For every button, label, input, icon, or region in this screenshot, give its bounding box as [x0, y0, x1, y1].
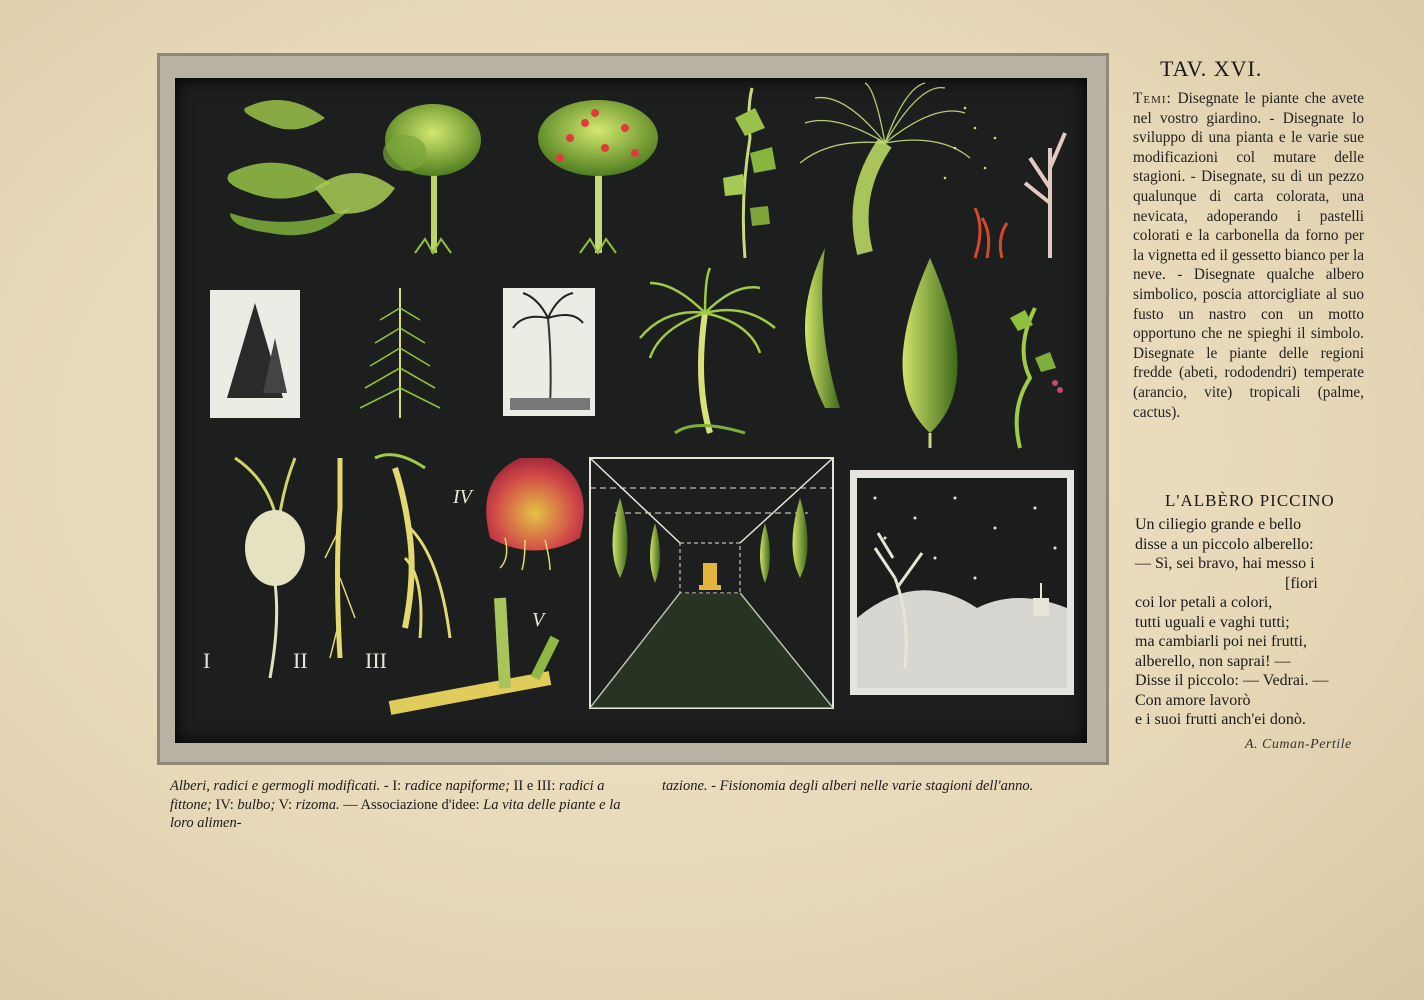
root-label-1: I — [203, 648, 211, 673]
tree-drawing — [383, 104, 481, 253]
bulb-label-4: IV — [453, 486, 472, 508]
poem-line: — Sì, sei bravo, hai messo i — [1135, 555, 1315, 572]
cypress-drawing — [805, 248, 958, 448]
chalkboard-drawing — [175, 78, 1087, 743]
themes-lead: Temi: — [1133, 90, 1172, 107]
poem-author: A. Cuman-Pertile — [1245, 737, 1352, 752]
fruit-tree-drawing — [538, 100, 658, 253]
caption-segment: radice napiforme; — [404, 778, 510, 794]
poem-line: ma cambiarli poi nei frutti, — [1135, 633, 1307, 650]
root-label-3: III — [365, 648, 387, 673]
bulb-drawing — [486, 458, 584, 570]
root-taproot-drawing — [325, 458, 355, 658]
caption-segment: — Associazione d'idee: — [339, 796, 484, 813]
sapling-drawing — [723, 88, 776, 258]
caption-segment: IV: — [211, 796, 238, 813]
caption-segment: - I: — [380, 778, 405, 794]
winter-scene-drawing — [850, 470, 1074, 695]
poem-line: e i suoi frutti anch'ei donò. — [1135, 711, 1306, 728]
caption-segment: Alberi, radici e germogli modificati. — [170, 778, 381, 794]
bare-tree-drawing — [975, 133, 1065, 258]
fir-picture — [210, 290, 300, 418]
caption-segment: rizoma. — [295, 796, 340, 813]
palm-picture — [503, 288, 595, 416]
caption-segment: tazione. — [662, 778, 708, 794]
root-napiform-drawing — [235, 458, 305, 678]
poem-line: alberello, non saprai! — — [1135, 652, 1291, 670]
poem-title: L'ALBÈRO PICCINO — [1165, 491, 1335, 510]
caption-column-2 — [662, 777, 1132, 796]
rhizome-label-5: V — [532, 609, 545, 631]
vine-drawing — [1010, 308, 1063, 448]
themes-text: Disegnate le piante che avete nel vostro giardino. - Disegnate lo sviluppo di una pianta e le varie sue modificazioni col mutare delle stagioni. - Disegnate, su di un pezzo qualunque di carta colorata, una nevicata, adoperando i pastelli colorati e la carbonella da forno per la vignetta ed il gessetto bianco per la neve. - Disegnate qualche albero simbolico, poscia attorcigliate al suo fusto un nastro con un motto opportuno che ne spieghi il simbolo. Disegnate le piante delle regioni fredde (abeti, rododendri) temperate (arancio, vite) tropicali (palme, cactus). — [1133, 90, 1364, 421]
palm-tree-drawing — [640, 268, 775, 433]
caption-segment: - — [707, 778, 720, 794]
poem-line: Disse il piccolo: — Vedrai. — — [1135, 672, 1329, 689]
poem-line: [fiori — [1285, 574, 1318, 592]
poem-line: Un ciliegio grande e bello — [1135, 516, 1302, 533]
illustration-plate — [157, 53, 1109, 765]
ribbon-drawing — [228, 100, 396, 235]
plate-number: TAV. XVI. — [1160, 56, 1263, 81]
caption-segment: radici a fittone; — [170, 778, 605, 813]
chalkboard — [175, 78, 1087, 743]
willow-drawing — [800, 83, 996, 253]
caption-segment: V: — [275, 796, 296, 813]
root-branched-drawing — [375, 455, 450, 638]
poem-line: Con amore lavorò — [1135, 691, 1251, 709]
poem-line: coi lor petali a colori, — [1135, 594, 1273, 611]
themes-paragraph — [1133, 89, 1364, 422]
root-label-2: II — [293, 648, 308, 673]
poem — [1135, 515, 1375, 730]
fir-tree-drawing — [360, 288, 440, 418]
caption-column-1 — [170, 777, 645, 833]
avenue-perspective-drawing — [590, 458, 833, 708]
caption-segment: La vita delle piante e la loro alimen- — [170, 796, 621, 831]
caption-segment: Fisionomia degli alberi nelle varie stagioni dell'anno. — [719, 778, 1034, 794]
caption-segment: bulbo; — [237, 796, 276, 813]
rhizome-drawing — [390, 598, 555, 708]
poem-line: tutti uguali e vaghi tutti; — [1135, 613, 1290, 631]
caption-segment: II e III: — [509, 778, 560, 794]
poem-line: disse a un piccolo alberello: — [1135, 535, 1314, 553]
